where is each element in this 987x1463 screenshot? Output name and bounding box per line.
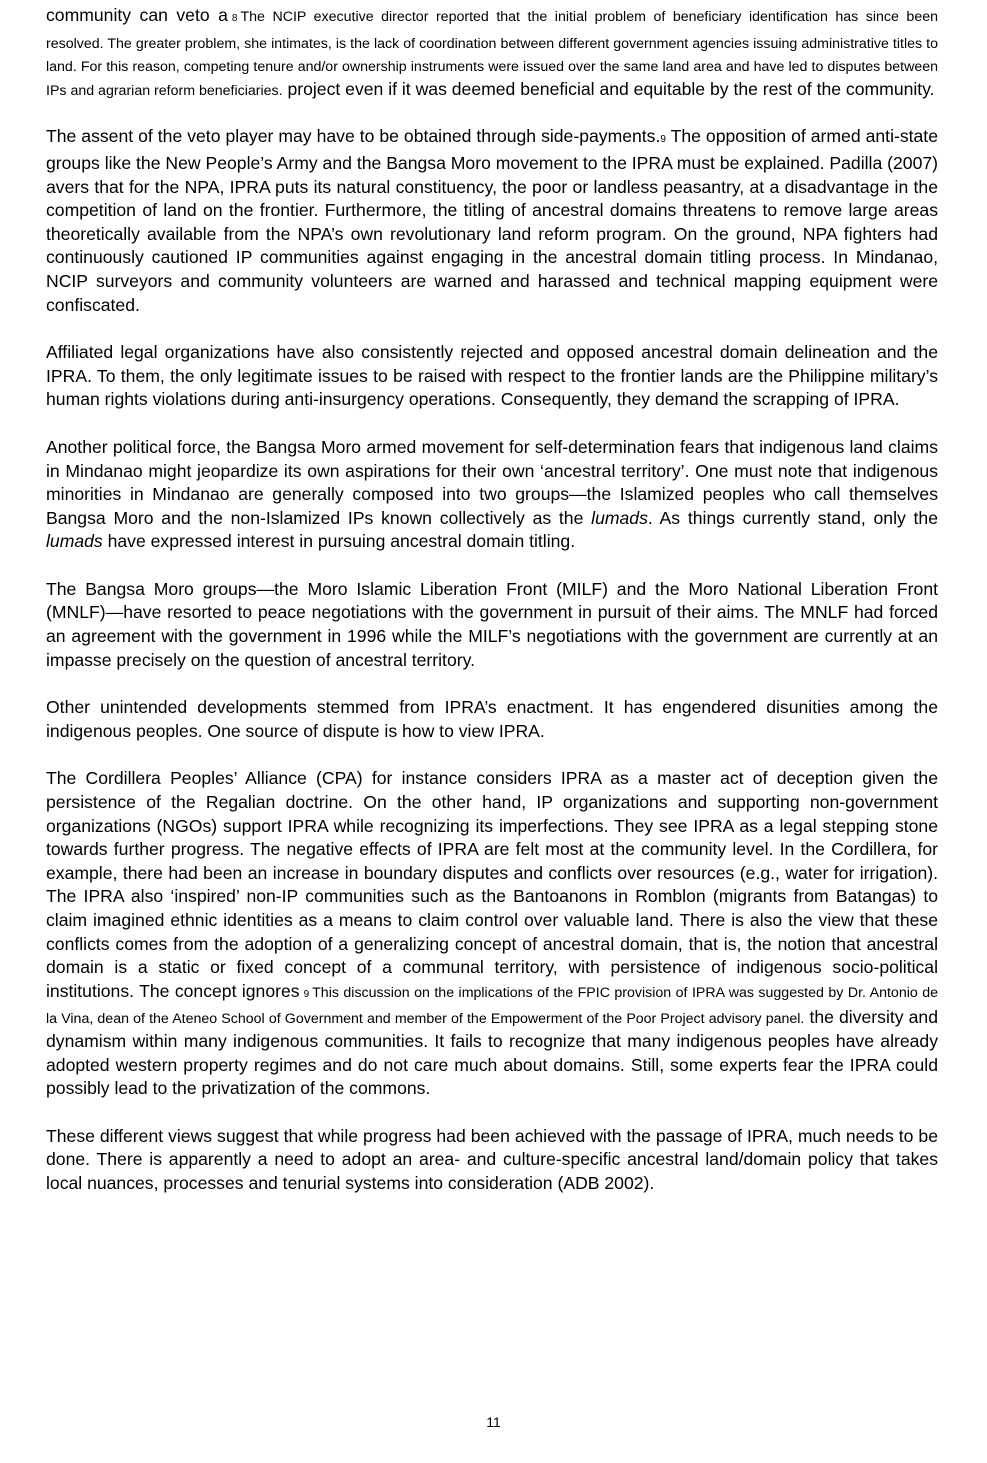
footnote-8-text: The NCIP executive director reported that the initial problem of beneficiary identification has since been resolved. The greater problem, she intimates, is the lack of coordination between different government agencies issuing administrative titles to land. For this reason, competing tenure and/or ownership instruments were issued over the same land area and have led to disputes between IPs and agrarian reform beneficiaries. [46,9,938,99]
paragraph-1-lead: community can veto a [46,5,228,25]
paragraph-6: Other unintended developments stemmed from IPRA’s enactment. It has engendered disunities among the indigenous peoples. One source of dispute is how to view IPRA. [46,697,938,741]
paragraph-3: Affiliated legal organizations have also consistently rejected and opposed ancestral domain delineation and the IPRA. To them, the only legitimate issues to be raised with respect to the frontier lands are the Philippine military’s human rights violations during anti-insurgency operations. Consequently, they demand the scrapping of IPRA. [46,342,938,410]
footnote-marker-9: 9 [660,134,666,146]
paragraph-4-part2: . As things currently stand, only the [647,507,938,528]
paragraph-2-lead: The assent of the veto player may have to be obtained through side-payments. [46,126,661,147]
paragraph-1 [46,4,938,101]
paragraph-2 [46,125,938,317]
paragraph-7-tail: the diversity and dynamism within many indigenous communities. It fails to recognize that many indigenous peoples have already adopted western property regimes and do not care much about domains. Still, some experts fear the IPRA could possibly lead to the privatization of the commons. [46,1007,938,1099]
paragraph-2-tail: The opposition of armed anti-state groups like the New People’s Army and the Bangsa Moro movement to the IPRA must be explained. Padilla (2007) avers that for the NPA, IPRA puts its natural constituency, the poor or landless peasantry, at a disadvantage in the competition of land on the frontier. Furthermore, the titling of ancestral domains threatens to remove large areas theoretically available from the NPA’s own revolutionary land reform program. On the ground, NPA fighters had continuously cautioned IP communities against engaging in the ancestral domain titling process. In Mindanao, NCIP surveyors and community volunteers are warned and harassed and technical mapping equipment were confiscated. [46,126,938,315]
page-number: 11 [486,1414,501,1430]
paragraph-7-lead: The Cordillera Peoples’ Alliance (CPA) for instance considers IPRA as a master act of deception given the persistence of the Regalian doctrine. On the other hand, IP organizations and supporting non-government organizations (NGOs) support IPRA while recognizing its imperfections. They see IPRA as a legal stepping stone towards further progress. The negative effects of IPRA are felt most at the community level. In the Cordillera, for example, there had been an increase in boundary disputes and conflicts over resources (e.g., water for irrigation). The IPRA also ‘inspired’ non-IP communities such as the Bantoanons in Romblon (migrants from Batangas) to claim imagined ethnic identities as a means to claim control over valuable land. There is also the view that these conflicts comes from the adoption of a generalizing concept of ancestral domain, that is, the notion that ancestral domain is a static or fixed concept of a communal territory, with persistence of indigenous socio-political institutions. The concept ignores [46,768,938,1001]
footnote-marker-8: 8 [231,13,238,24]
paragraph-8: These different views suggest that while progress had been achieved with the passage of IPRA, much needs to be done. There is apparently a need to adopt an area- and culture-specific ancestral land/domain policy that takes local nuances, processes and tenurial systems into consideration (ADB 2002). [46,1125,938,1193]
paragraph-5: The Bangsa Moro groups—the Moro Islamic Liberation Front (MILF) and the Moro National Liberation Front (MNLF)—have resorted to peace negotiations with the government in pursuit of their aims. The MNLF had forced an agreement with the government in 1996 while the MILF’s negotiations with the government are currently at an impasse precisely on the question of ancestral territory. [46,578,938,670]
paragraph-7 [46,767,938,1100]
lumads-term: lumads [591,507,648,528]
footnote-marker-9: 9 [303,988,310,1000]
paragraph-4 [46,436,938,554]
document-page [46,4,938,1220]
paragraph-4-part3: have expressed interest in pursuing ancestral domain titling. [102,531,576,552]
paragraph-4-part1: Another political force, the Bangsa Moro armed movement for self-determination fears that indigenous land claims in Mindanao might jeopardize its own aspirations for their own ‘ancestral territory’. One must note that indigenous minorities in Mindanao are generally composed into two groups—the Islamized peoples who call themselves Bangsa Moro and the non-Islamized IPs known collectively as the [46,436,938,528]
lumads-term: lumads [46,531,103,552]
paragraph-1-tail: project even if it was deemed beneficial and equitable by the rest of the community. [287,78,935,99]
footnote-9-text: This discussion on the implications of the FPIC provision of IPRA was suggested by Dr. Antonio de la Vina, dean of the Ateneo School of Government and member of the Empowerment of the Poor Project advisory panel. [46,984,938,1028]
